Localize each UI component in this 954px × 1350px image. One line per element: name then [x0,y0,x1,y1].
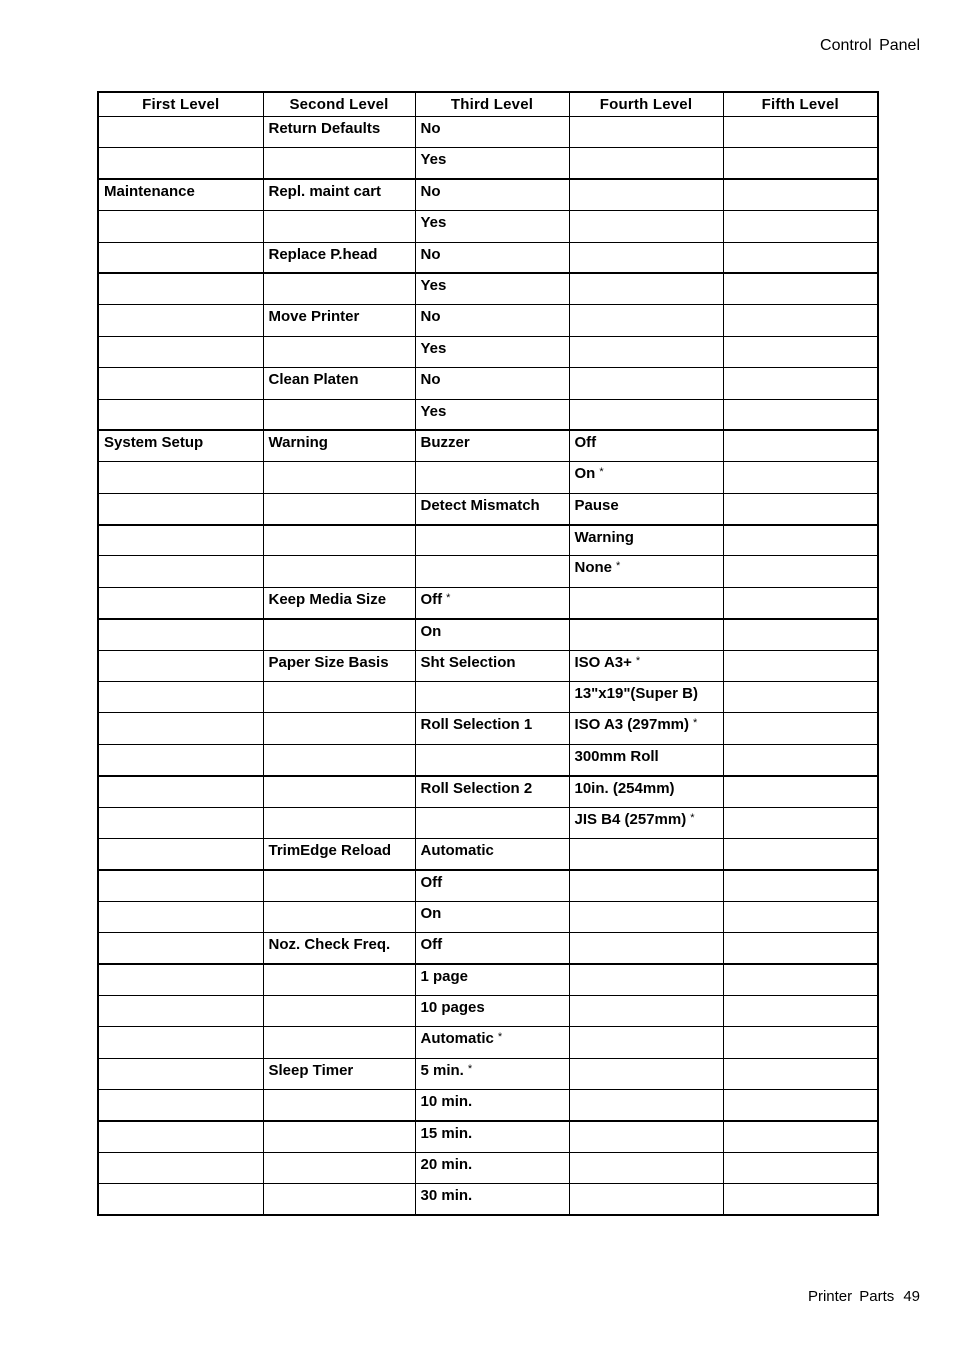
cell-fifth-level [723,1184,878,1215]
cell-first-level [98,493,263,524]
cell-first-level [98,525,263,556]
cell-fifth-level [723,211,878,242]
cell-fifth-level [723,713,878,744]
cell-fourth-level: 13"x19"(Super B) [569,682,723,713]
cell-fifth-level [723,305,878,336]
default-marker: * [497,1031,503,1044]
cell-fifth-level [723,525,878,556]
cell-fourth-level [569,148,723,179]
cell-first-level [98,368,263,399]
cell-second-level [263,682,415,713]
cell-fifth-level [723,1152,878,1183]
cell-fifth-level [723,587,878,618]
cell-first-level [98,117,263,148]
cell-fourth-level [569,399,723,430]
menu-structure-table [97,91,879,1216]
cell-first-level [98,148,263,179]
cell-second-level: Keep Media Size [263,587,415,618]
page-number: 49 [903,1288,920,1305]
cell-second-level: Sleep Timer [263,1058,415,1089]
cell-fifth-level [723,179,878,210]
cell-fifth-level [723,995,878,1026]
cell-fifth-level [723,619,878,650]
cell-second-level [263,1090,415,1121]
cell-third-level: Sht Selection [415,650,569,681]
cell-third-level [415,744,569,775]
cell-second-level [263,462,415,493]
cell-fourth-level [569,901,723,932]
table-row [98,368,878,399]
table-row [98,838,878,869]
cell-fourth-level: Off [569,430,723,461]
cell-third-level: 10 min. [415,1090,569,1121]
page-footer [808,1288,920,1305]
cell-fifth-level [723,650,878,681]
cell-fifth-level [723,117,878,148]
cell-first-level [98,1027,263,1058]
cell-fourth-level [569,619,723,650]
table-row [98,1090,878,1121]
cell-first-level: System Setup [98,430,263,461]
column-header-first-level: First Level [98,92,263,117]
cell-second-level: Warning [263,430,415,461]
table-row [98,1152,878,1183]
cell-first-level [98,305,263,336]
table-row [98,430,878,461]
cell-first-level [98,682,263,713]
table-row [98,493,878,524]
cell-fourth-level [569,838,723,869]
column-header-fifth-level: Fifth Level [723,92,878,117]
cell-third-level: 20 min. [415,1152,569,1183]
cell-fourth-level [569,933,723,964]
cell-fifth-level [723,933,878,964]
cell-third-level: Yes [415,148,569,179]
cell-third-level: On [415,619,569,650]
cell-first-level [98,744,263,775]
cell-first-level [98,587,263,618]
default-marker: * [446,591,451,604]
table-row [98,1027,878,1058]
cell-second-level [263,870,415,901]
cell-first-level [98,1090,263,1121]
cell-fourth-level [569,1121,723,1152]
cell-fourth-level [569,368,723,399]
cell-fourth-level [569,870,723,901]
table-row [98,619,878,650]
cell-third-level: No [415,368,569,399]
table-row [98,713,878,744]
cell-fourth-level [569,1027,723,1058]
cell-third-level [415,462,569,493]
cell-fifth-level [723,1121,878,1152]
cell-fourth-level: On * [569,462,723,493]
cell-third-level: Yes [415,211,569,242]
cell-third-level: No [415,117,569,148]
cell-second-level [263,1027,415,1058]
cell-first-level [98,933,263,964]
cell-fourth-level [569,587,723,618]
cell-fifth-level [723,682,878,713]
cell-third-level [415,525,569,556]
cell-fifth-level [723,901,878,932]
default-marker: * [635,654,641,667]
table-row [98,525,878,556]
default-marker: * [616,560,621,573]
cell-first-level [98,211,263,242]
table-row [98,462,878,493]
cell-second-level [263,744,415,775]
cell-fifth-level [723,273,878,304]
table-row [98,556,878,587]
cell-third-level: 15 min. [415,1121,569,1152]
table-row [98,587,878,618]
table-body [98,117,878,1216]
cell-first-level [98,399,263,430]
cell-fifth-level [723,399,878,430]
cell-third-level: 10 pages [415,995,569,1026]
cell-fourth-level [569,964,723,995]
cell-third-level: Roll Selection 2 [415,776,569,807]
cell-second-level [263,211,415,242]
cell-third-level: Off [415,933,569,964]
cell-second-level: Repl. maint cart [263,179,415,210]
cell-third-level: Yes [415,336,569,367]
cell-first-level [98,1152,263,1183]
cell-third-level: 5 min. * [415,1058,569,1089]
table-row [98,870,878,901]
footer-section-label: Printer Parts [807,1288,895,1305]
cell-second-level [263,1121,415,1152]
table-row [98,117,878,148]
column-header-third-level: Third Level [415,92,569,117]
cell-second-level [263,713,415,744]
cell-second-level [263,964,415,995]
table-row [98,933,878,964]
cell-fifth-level [723,1027,878,1058]
cell-fourth-level [569,242,723,273]
cell-fourth-level [569,117,723,148]
cell-fifth-level [723,744,878,775]
cell-fourth-level [569,211,723,242]
cell-second-level [263,995,415,1026]
cell-fifth-level [723,148,878,179]
cell-fourth-level [569,336,723,367]
cell-second-level [263,493,415,524]
cell-second-level: Move Printer [263,305,415,336]
cell-fourth-level: JIS B4 (257mm) * [569,807,723,838]
cell-first-level [98,776,263,807]
cell-first-level [98,807,263,838]
cell-third-level: Off * [415,587,569,618]
cell-third-level: Automatic * [415,1027,569,1058]
cell-first-level [98,870,263,901]
cell-second-level [263,776,415,807]
cell-first-level [98,901,263,932]
cell-third-level [415,682,569,713]
cell-first-level [98,462,263,493]
cell-fourth-level [569,1090,723,1121]
column-header-second-level: Second Level [263,92,415,117]
table-row [98,901,878,932]
cell-first-level [98,242,263,273]
cell-fifth-level [723,368,878,399]
cell-fifth-level [723,807,878,838]
cell-fourth-level: 10in. (254mm) [569,776,723,807]
table-row [98,964,878,995]
cell-third-level: On [415,901,569,932]
cell-fourth-level [569,1184,723,1215]
table-row [98,336,878,367]
cell-third-level: Yes [415,273,569,304]
cell-third-level: 1 page [415,964,569,995]
cell-fifth-level [723,242,878,273]
default-marker: * [690,811,695,824]
cell-fourth-level [569,179,723,210]
cell-first-level [98,650,263,681]
cell-fifth-level [723,462,878,493]
table-row [98,399,878,430]
cell-second-level: Noz. Check Freq. [263,933,415,964]
cell-fourth-level [569,1058,723,1089]
cell-fifth-level [723,1090,878,1121]
cell-fourth-level [569,305,723,336]
cell-second-level [263,399,415,430]
table-header-row [98,92,878,117]
table-row [98,1184,878,1215]
cell-fourth-level: ISO A3+ * [569,650,723,681]
cell-second-level [263,336,415,367]
cell-second-level [263,525,415,556]
cell-first-level [98,556,263,587]
cell-second-level [263,619,415,650]
cell-fifth-level [723,776,878,807]
cell-third-level: No [415,305,569,336]
cell-first-level [98,713,263,744]
cell-first-level [98,838,263,869]
cell-fourth-level [569,1152,723,1183]
table-row [98,744,878,775]
default-marker: * [693,717,698,730]
cell-second-level [263,1184,415,1215]
cell-first-level: Maintenance [98,179,263,210]
cell-third-level [415,807,569,838]
cell-second-level: Clean Platen [263,368,415,399]
table-row [98,242,878,273]
table-row [98,995,878,1026]
cell-first-level [98,336,263,367]
column-header-fourth-level: Fourth Level [569,92,723,117]
cell-third-level: Automatic [415,838,569,869]
cell-fifth-level [723,964,878,995]
cell-third-level: Buzzer [415,430,569,461]
cell-fourth-level [569,995,723,1026]
table-row [98,1121,878,1152]
cell-fifth-level [723,556,878,587]
cell-third-level: Off [415,870,569,901]
table-row [98,305,878,336]
cell-third-level: Roll Selection 1 [415,713,569,744]
cell-fifth-level [723,336,878,367]
cell-second-level: TrimEdge Reload [263,838,415,869]
cell-fourth-level [569,273,723,304]
table-row [98,148,878,179]
cell-fourth-level: Warning [569,525,723,556]
cell-first-level [98,1184,263,1215]
cell-fourth-level: Pause [569,493,723,524]
cell-second-level [263,148,415,179]
table-row [98,776,878,807]
cell-second-level [263,556,415,587]
cell-first-level [98,1058,263,1089]
cell-second-level: Paper Size Basis [263,650,415,681]
default-marker: * [467,1062,473,1075]
table-row [98,211,878,242]
cell-fifth-level [723,838,878,869]
cell-fourth-level: None * [569,556,723,587]
cell-second-level: Replace P.head [263,242,415,273]
table-row [98,179,878,210]
cell-fourth-level: 300mm Roll [569,744,723,775]
cell-first-level [98,619,263,650]
cell-fifth-level [723,870,878,901]
cell-first-level [98,1121,263,1152]
table-row [98,1058,878,1089]
cell-fifth-level [723,493,878,524]
table-row [98,650,878,681]
cell-second-level: Return Defaults [263,117,415,148]
cell-first-level [98,273,263,304]
cell-third-level [415,556,569,587]
table-row [98,807,878,838]
cell-first-level [98,964,263,995]
cell-second-level [263,1152,415,1183]
cell-second-level [263,901,415,932]
table-row [98,682,878,713]
cell-fifth-level [723,430,878,461]
cell-second-level [263,807,415,838]
cell-second-level [263,273,415,304]
cell-third-level: No [415,242,569,273]
default-marker: * [599,466,604,479]
cell-fifth-level [723,1058,878,1089]
cell-third-level: Detect Mismatch [415,493,569,524]
cell-first-level [98,995,263,1026]
cell-third-level: 30 min. [415,1184,569,1215]
table-row [98,273,878,304]
cell-fourth-level: ISO A3 (297mm) * [569,713,723,744]
cell-third-level: No [415,179,569,210]
cell-third-level: Yes [415,399,569,430]
page-header-title: Control Panel [820,37,920,54]
